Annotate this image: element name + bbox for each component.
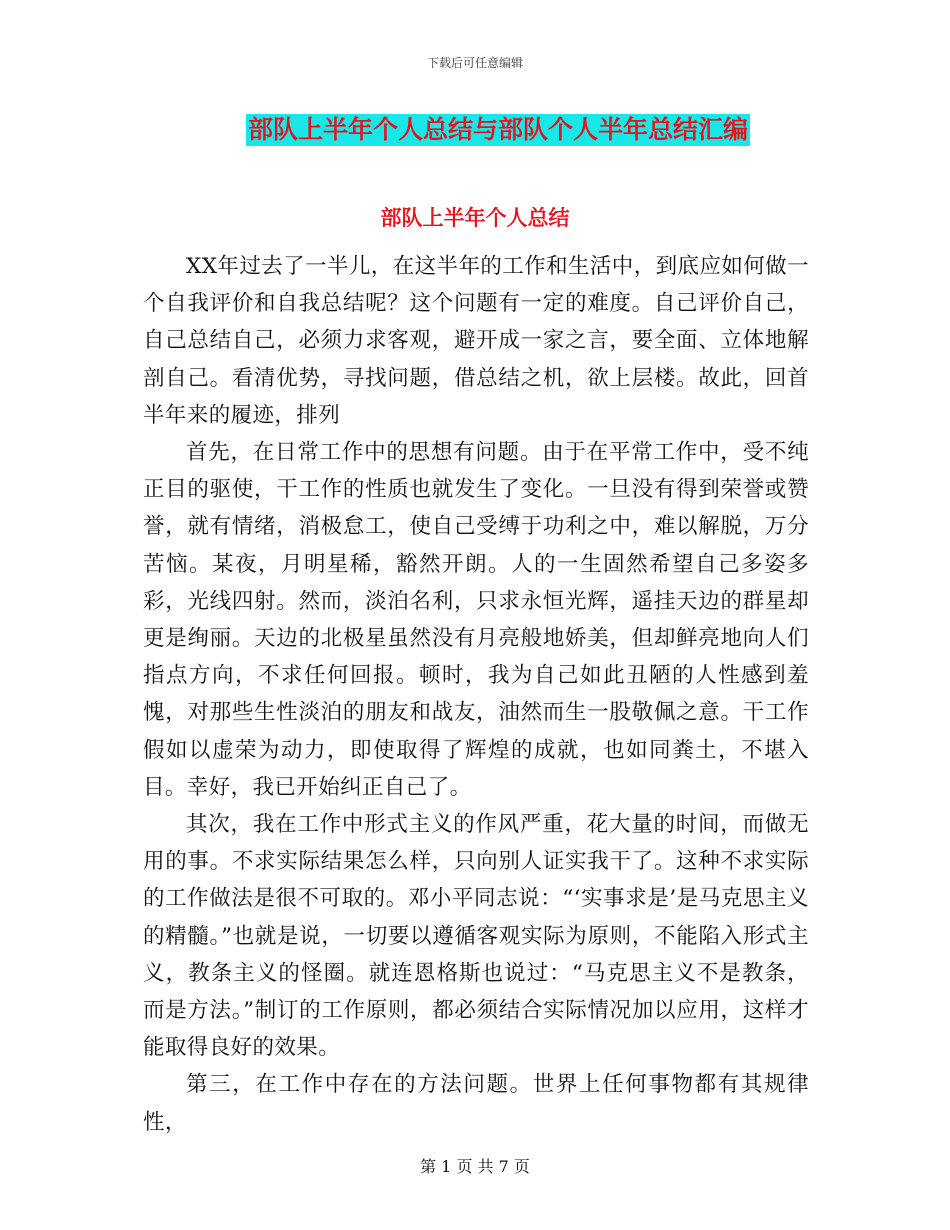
paragraph-3: 其次，我在工作中形式主义的作风严重，花大量的时间，而做无用的事。不求实际结果怎么样，只向别人证实我干了。这种不求实际的工作做法是很不可取的。邓小平同志说：“‘实事求是’是马克思主义的精髓。”也就是说，一切要以遵循客观实际为原则，不能陷入形式主义，教条主义的怪圈。就连恩格斯也说过：“马克思主义不是教条，而是方法。”制订的工作原则，都必须结合实际情况加以应用，这样才能取得良好的效果。 (143, 812, 809, 1061)
main-title-container (0, 114, 950, 146)
section-title: 部队上半年个人总结 (380, 206, 570, 230)
page-header-note: 下载后可任意编辑 (426, 56, 523, 70)
paragraph-2: 首先，在日常工作中的思想有问题。由于在平常工作中，受不纯正目的驱使，干工作的性质也就发生了变化。一旦没有得到荣誉或赞誉，就有情绪，消极怠工，使自己受缚于功利之中，难以解脱，万分苦恼。某夜，月明星稀，豁然开朗。人的一生固然希望自己多姿多彩，光线四射。然而，淡泊名利，只求永恒光辉，遥挂天边的群星却更是绚丽。天边的北极星虽然没有月亮般地娇美，但却鲜亮地向人们指点方向，不求任何回报。顿时，我为自己如此丑陋的人性感到羞愧，对那些生性淡泊的朋友和战友，油然而生一股敬佩之意。干工作假如以虚荣为动力，即使取得了辉煌的成就，也如同粪土，不堪入目。幸好，我已开始纠正自己了。 (143, 440, 809, 800)
paragraph-1: XX年过去了一半儿，在这半年的工作和生活中，到底应如何做一个自我评价和自我总结呢？这个问题有一定的难度。自己评价自己，自己总结自己，必须力求客观，避开成一家之言，要全面、立体地解剖自己。看清优势，寻找问题，借总结之机，欲上层楼。故此，回首半年来的履迹，排列 (143, 254, 809, 428)
document-title: 部队上半年个人总结与部队个人半年总结汇编 (247, 115, 748, 144)
page-footer: 第 1 页 共 7 页 (420, 1157, 530, 1176)
paragraph-4: 第三，在工作中存在的方法问题。世界上任何事物都有其规律性， (143, 1072, 809, 1135)
document-body (143, 248, 809, 1141)
